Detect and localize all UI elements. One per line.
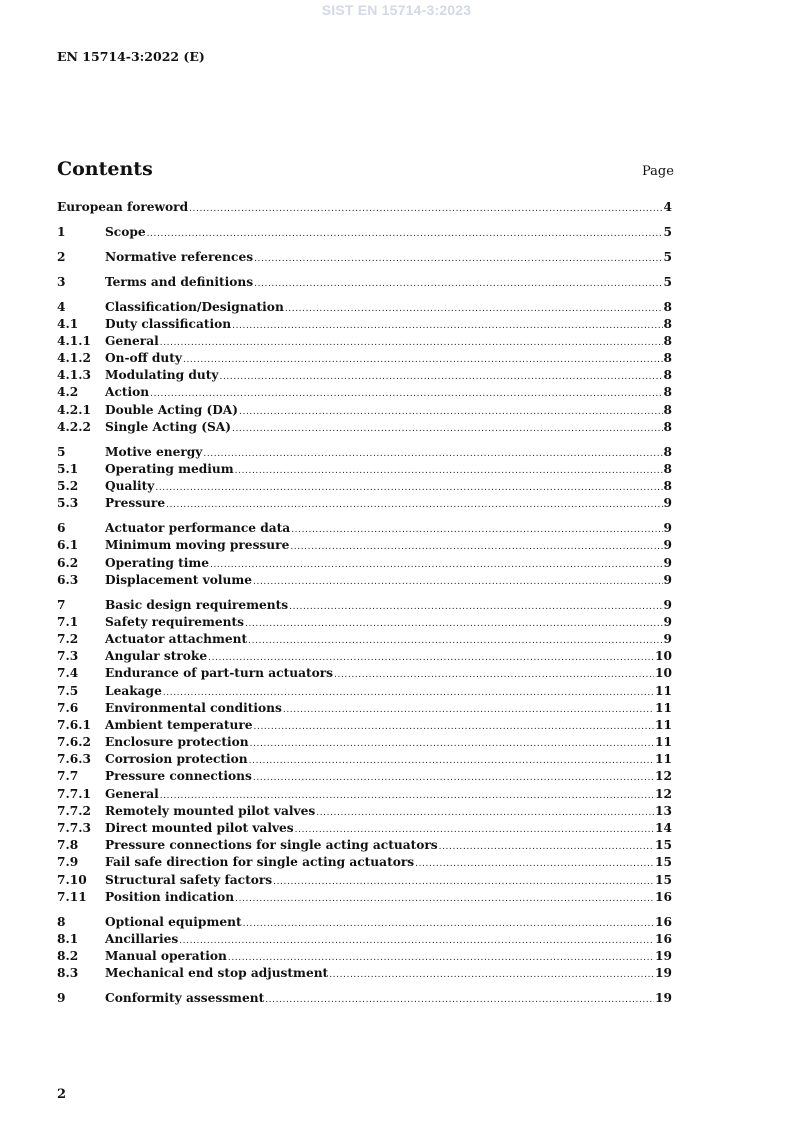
toc-dot-leader (439, 842, 654, 852)
toc-entry-number: 4 (57, 299, 66, 314)
watermark: SIST EN 15714-3:2023 (321, 2, 472, 18)
toc-dot-leader (203, 449, 662, 459)
toc-entry-title: Ancillaries (105, 931, 179, 946)
toc-entry-title: Environmental conditions (105, 700, 282, 715)
toc-dot-leader (285, 304, 663, 314)
toc-dot-leader (254, 254, 662, 264)
toc-entry-page: 15 (655, 855, 672, 870)
toc-entry-page: 5 (663, 274, 672, 289)
toc-entry-number: 4.2.2 (57, 419, 91, 434)
toc-entry-page: 15 (655, 872, 672, 887)
toc-entry-number: 7.4 (57, 666, 79, 681)
toc-entry[interactable] (57, 556, 672, 573)
toc-entry[interactable] (57, 275, 672, 292)
toc-entry-page: 8 (663, 444, 672, 459)
toc-dot-leader (183, 355, 663, 365)
toc-entry-title: Scope (105, 224, 146, 239)
toc-entry-number: 4.2 (57, 385, 79, 400)
toc-dot-leader (329, 970, 654, 980)
toc-entry-number: 8.2 (57, 949, 79, 963)
toc-entry[interactable] (57, 368, 672, 385)
toc-entry-page: 19 (655, 949, 672, 963)
toc-dot-leader (166, 500, 662, 510)
page-column-label: Page (642, 164, 674, 179)
toc-entry[interactable] (57, 684, 672, 701)
toc-entry-page: 8 (663, 419, 672, 434)
toc-entry-number: 7.6.2 (57, 735, 91, 750)
toc-entry-page: 9 (663, 614, 672, 629)
toc-entry-title: Direct mounted pilot valves (105, 821, 294, 835)
toc-entry[interactable] (57, 521, 672, 538)
toc-entry-number: 8.3 (57, 966, 79, 981)
toc-entry-page: 8 (663, 333, 672, 348)
toc-entry-page: 11 (655, 700, 672, 715)
toc-entry-page: 19 (655, 991, 672, 1006)
toc-entry[interactable] (57, 250, 672, 267)
toc-entry-number: 8.1 (57, 931, 79, 946)
toc-entry-page: 14 (655, 821, 672, 835)
toc-dot-leader (254, 279, 662, 289)
toc-entry-page: 9 (663, 572, 672, 587)
toc-entry-page: 8 (663, 402, 672, 417)
toc-entry-number: 7.7.2 (57, 803, 91, 818)
toc-entry-number: 5.3 (57, 496, 79, 511)
toc-entry-title: Pressure connections (105, 769, 252, 784)
toc-entry-title: Motive energy (105, 444, 203, 459)
toc-entry-title: Fail safe direction for single acting actuators (105, 855, 415, 870)
toc-entry-title: Manual operation (105, 949, 227, 963)
toc-entry-number: 6.3 (57, 572, 79, 587)
toc-entry[interactable] (57, 420, 672, 437)
toc-entry-title: Action (105, 385, 150, 400)
toc-entry-title: General (105, 786, 159, 801)
toc-entry-title: On-off duty (105, 351, 183, 366)
toc-entry[interactable] (57, 200, 672, 217)
toc-entry-page: 10 (655, 666, 672, 681)
toc-entry-page: 5 (663, 249, 672, 264)
toc-entry-title: Safety requirements (105, 614, 245, 629)
toc-entry-number: 6.2 (57, 555, 79, 570)
toc-entry-page: 12 (655, 769, 672, 784)
toc-dot-leader (316, 808, 654, 818)
toc-dot-leader (210, 560, 663, 570)
toc-entry-number: 7.7.1 (57, 786, 91, 801)
toc-entry-number: 5 (57, 444, 66, 459)
toc-entry-title: Mechanical end stop adjustment (105, 966, 329, 981)
toc-entry-number: 7.3 (57, 649, 79, 664)
toc-entry-number: 7.2 (57, 631, 79, 646)
toc-entry[interactable] (57, 496, 672, 513)
toc-dot-leader (160, 791, 654, 801)
document-id: EN 15714-3:2022 (E) (57, 49, 205, 64)
toc-entry-title: Pressure (105, 496, 166, 511)
toc-entry[interactable] (57, 890, 672, 907)
toc-dot-leader (239, 407, 662, 417)
toc-entry-title: Classification/Designation (105, 299, 284, 314)
toc-entry-number: 2 (57, 249, 66, 264)
toc-dot-leader (291, 525, 662, 535)
toc-dot-leader (243, 919, 654, 929)
toc-dot-leader (253, 773, 654, 783)
toc-entry-title: Terms and definitions (105, 274, 254, 289)
toc-entry[interactable] (57, 915, 672, 932)
toc-entry-number: 7.9 (57, 855, 79, 870)
toc-entry-title: Displacement volume (105, 572, 253, 587)
toc-dot-leader (235, 466, 663, 476)
toc-entry-page: 9 (663, 597, 672, 612)
toc-entry-title: Duty classification (105, 316, 232, 331)
toc-entry[interactable] (57, 932, 672, 949)
toc-entry-page: 9 (663, 521, 672, 536)
toc-dot-leader (160, 338, 663, 348)
toc-entry[interactable] (57, 445, 672, 462)
toc-entry-number: 7.11 (57, 889, 87, 904)
toc-entry[interactable] (57, 991, 672, 1008)
toc-entry-page: 9 (663, 631, 672, 646)
toc-entry[interactable] (57, 462, 672, 479)
toc-entry-number: 4.1 (57, 316, 79, 331)
toc-dot-leader (415, 859, 654, 869)
toc-entry[interactable] (57, 300, 672, 317)
toc-entry-number: 7.10 (57, 872, 87, 887)
toc-dot-leader (253, 577, 662, 587)
toc-entry[interactable] (57, 479, 672, 496)
toc-entry[interactable] (57, 804, 672, 821)
toc-entry-number: 7.8 (57, 838, 79, 853)
toc-entry-title: General (105, 333, 159, 348)
toc-entry-title: Endurance of part-turn actuators (105, 666, 334, 681)
toc-dot-leader (248, 636, 662, 646)
toc-entry-title: Conformity assessment (105, 991, 265, 1006)
page-number: 2 (57, 1087, 67, 1102)
toc-entry-page: 8 (663, 299, 672, 314)
toc-entry-title: Quality (105, 479, 155, 494)
toc-entry-page: 13 (655, 803, 672, 818)
toc-entry-page: 5 (663, 224, 672, 239)
toc-entry[interactable] (57, 769, 672, 786)
toc-entry-title: Leakage (105, 683, 162, 698)
toc-entry-page: 10 (655, 649, 672, 664)
toc-dot-leader (208, 653, 654, 663)
toc-dot-leader (283, 705, 654, 715)
toc-entry-number: 6 (57, 521, 66, 536)
toc-entry-number: 7.5 (57, 683, 79, 698)
toc-entry[interactable] (57, 821, 672, 838)
toc-entry[interactable] (57, 666, 672, 683)
toc-entry-page: 16 (655, 914, 672, 929)
toc-entry-title: Corrosion protection (105, 752, 248, 767)
toc-entry-page: 11 (655, 683, 672, 698)
toc-dot-leader (250, 739, 654, 749)
toc-entry-page: 9 (663, 538, 672, 553)
toc-entry[interactable] (57, 718, 672, 735)
toc-entry[interactable] (57, 787, 672, 804)
toc-entry[interactable] (57, 351, 672, 368)
toc-dot-leader (155, 483, 662, 493)
toc-entry-number: 5.2 (57, 479, 79, 494)
toc-entry-number: 4.1.3 (57, 368, 91, 383)
toc-entry[interactable] (57, 701, 672, 718)
toc-entry-number: 1 (57, 224, 66, 239)
toc-entry[interactable] (57, 598, 672, 615)
toc-entry-number: 8 (57, 914, 66, 929)
toc-entry[interactable] (57, 615, 672, 632)
toc-entry-number: 9 (57, 991, 66, 1006)
toc-entry-page: 4 (663, 200, 672, 214)
toc-entry-number: 7.6 (57, 700, 79, 715)
toc-dot-leader (147, 229, 663, 239)
toc-entry-page: 19 (655, 966, 672, 981)
toc-dot-leader (273, 877, 654, 887)
table-of-contents (57, 200, 672, 1008)
toc-entry-title: Basic design requirements (105, 597, 289, 612)
toc-entry[interactable] (57, 573, 672, 590)
toc-entry-title: Remotely mounted pilot valves (105, 803, 316, 818)
toc-entry-title: Ambient temperature (105, 717, 253, 732)
toc-dot-leader (179, 936, 654, 946)
toc-entry[interactable] (57, 855, 672, 872)
toc-entry-title: Minimum moving pressure (105, 538, 290, 553)
toc-entry[interactable] (57, 225, 672, 242)
toc-entry[interactable] (57, 735, 672, 752)
toc-entry[interactable] (57, 317, 672, 334)
toc-entry-title: Operating medium (105, 461, 234, 476)
toc-dot-leader (220, 372, 663, 382)
page-title: Contents (57, 158, 153, 180)
toc-entry-page: 12 (655, 786, 672, 801)
toc-entry-title: Angular stroke (105, 649, 208, 664)
toc-entry-page: 15 (655, 838, 672, 853)
toc-entry[interactable] (57, 752, 672, 769)
toc-entry-title: Operating time (105, 555, 210, 570)
toc-dot-leader (254, 722, 655, 732)
toc-dot-leader (334, 670, 654, 680)
toc-dot-leader (235, 894, 654, 904)
toc-entry[interactable] (57, 966, 672, 983)
toc-entry-number: 4.2.1 (57, 402, 91, 417)
toc-entry-title: European foreword (57, 200, 189, 214)
toc-dot-leader (245, 619, 663, 629)
toc-entry-page: 9 (663, 555, 672, 570)
toc-entry-title: Double Acting (DA) (105, 402, 239, 417)
toc-entry-page: 8 (663, 479, 672, 494)
toc-entry-page: 9 (663, 496, 672, 511)
toc-dot-leader (295, 825, 654, 835)
toc-entry-title: Actuator attachment (105, 631, 248, 646)
toc-dot-leader (163, 688, 654, 698)
toc-entry-number: 3 (57, 274, 66, 289)
toc-dot-leader (228, 953, 654, 963)
toc-dot-leader (232, 321, 662, 331)
toc-entry-page: 8 (663, 385, 672, 400)
toc-entry-title: Pressure connections for single acting actuators (105, 838, 438, 853)
toc-dot-leader (290, 542, 662, 552)
toc-dot-leader (249, 756, 654, 766)
toc-dot-leader (232, 424, 663, 434)
toc-entry-page: 11 (655, 752, 672, 767)
toc-entry-page: 16 (655, 889, 672, 904)
toc-entry-title: Modulating duty (105, 368, 219, 383)
toc-entry-page: 16 (655, 931, 672, 946)
toc-entry-title: Structural safety factors (105, 872, 273, 887)
toc-entry-number: 5.1 (57, 461, 79, 476)
toc-entry-number: 7.6.3 (57, 752, 91, 767)
toc-entry-page: 8 (663, 461, 672, 476)
toc-entry[interactable] (57, 403, 672, 420)
toc-entry-title: Optional equipment (105, 914, 242, 929)
toc-entry-number: 7 (57, 597, 66, 612)
toc-entry[interactable] (57, 838, 672, 855)
toc-entry[interactable] (57, 873, 672, 890)
toc-dot-leader (289, 602, 662, 612)
toc-entry-title: Actuator performance data (105, 521, 291, 536)
toc-entry-title: Position indication (105, 889, 235, 904)
toc-entry-title: Enclosure protection (105, 735, 249, 750)
toc-dot-leader (189, 204, 662, 214)
toc-entry-title: Single Acting (SA) (105, 419, 231, 434)
toc-entry-number: 7.7 (57, 769, 79, 784)
toc-entry[interactable] (57, 385, 672, 402)
toc-entry-page: 8 (663, 351, 672, 366)
toc-entry-number: 4.1.2 (57, 351, 91, 366)
toc-entry-title: Normative references (105, 249, 254, 264)
toc-entry-number: 4.1.1 (57, 333, 91, 348)
toc-entry-number: 7.7.3 (57, 821, 91, 835)
toc-dot-leader (265, 995, 654, 1005)
toc-entry-number: 7.6.1 (57, 717, 91, 732)
toc-entry[interactable] (57, 538, 672, 555)
toc-entry[interactable] (57, 949, 672, 966)
toc-entry[interactable] (57, 334, 672, 351)
toc-entry[interactable] (57, 649, 672, 666)
toc-entry-page: 11 (655, 717, 672, 732)
toc-entry-number: 7.1 (57, 614, 79, 629)
toc-entry-page: 8 (663, 316, 672, 331)
toc-entry[interactable] (57, 632, 672, 649)
toc-entry-page: 8 (663, 368, 672, 383)
toc-dot-leader (150, 389, 662, 399)
toc-entry-page: 11 (655, 735, 672, 750)
toc-entry-number: 6.1 (57, 538, 79, 553)
